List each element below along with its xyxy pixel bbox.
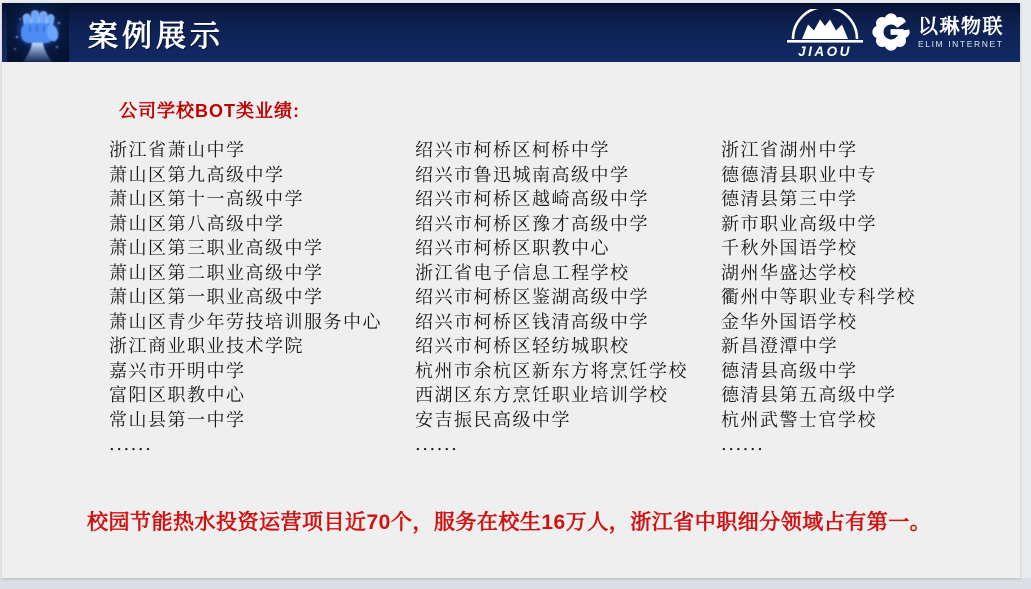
elim-logo	[871, 12, 1004, 52]
page-title: 案例展示	[88, 19, 224, 53]
school-list-item: 萧山区第三职业高级中学	[109, 238, 324, 259]
slide	[2, 3, 1020, 578]
school-list-item: 绍兴市柯桥区鉴湖高级中学	[415, 287, 649, 308]
school-list-item: ......	[721, 434, 765, 455]
page-bottom-strip	[0, 578, 1031, 589]
school-list-item: ......	[415, 434, 459, 455]
school-list-item: 富阳区职教中心	[109, 385, 246, 406]
header-bar	[2, 3, 1020, 62]
school-list-item: 德清县第五高级中学	[721, 385, 897, 406]
jiaou-logo-text: JIAOU	[798, 44, 852, 59]
fist-icon	[7, 3, 69, 62]
school-list-item: 浙江商业职业技术学院	[109, 336, 304, 357]
school-list-item: 萧山区第八高级中学	[109, 213, 285, 235]
school-list-item: 湖州华盛达学校	[721, 262, 858, 284]
school-list-item: 绍兴市柯桥区职教中心	[415, 238, 610, 259]
school-list-item: 杭州武警士官学校	[721, 409, 877, 431]
school-list-item: 新昌澄潭中学	[721, 336, 838, 357]
school-list-item: 绍兴市柯桥区越崎高级中学	[415, 189, 649, 210]
school-list-item: 金华外国语学校	[721, 311, 858, 333]
school-list-item: 绍兴市柯桥区柯桥中学	[415, 140, 610, 161]
jiaou-crown-icon	[787, 9, 863, 45]
gear-g-icon	[871, 12, 911, 52]
school-list-item: 浙江省湖州中学	[721, 140, 858, 161]
school-list-item: 德清县高级中学	[721, 360, 858, 382]
school-list-item: 杭州市余杭区新东方将烹饪学校	[415, 360, 688, 382]
school-list-item: 萧山区第二职业高级中学	[109, 262, 324, 284]
school-list-item: 千秋外国语学校	[721, 238, 858, 259]
school-list-item: 萧山区青少年劳技培训服务中心	[109, 311, 382, 333]
school-list-item: 萧山区第一职业高级中学	[109, 287, 324, 308]
school-column-3	[721, 139, 916, 458]
section-title: 公司学校BOT类业绩:	[119, 101, 300, 121]
school-list-item: 绍兴市柯桥区钱清高级中学	[415, 311, 649, 333]
school-list-item: 德德清县职业中专	[721, 164, 877, 186]
school-list-item: 萧山区第九高级中学	[109, 164, 285, 186]
elim-logo-cn-text: 以琳物联	[918, 15, 1004, 38]
footer-note: 校园节能热水投资运营项目近70个，服务在校生16万人，浙江省中职细分领域占有第一。	[87, 511, 932, 534]
school-column-2	[415, 139, 688, 458]
school-list-item: 浙江省萧山中学	[109, 140, 246, 161]
school-list-item: 绍兴市柯桥区轻纺城职校	[415, 336, 630, 357]
elim-logo-en-text: ELIM INTERNET	[918, 38, 1004, 49]
school-list-item: 德清县第三中学	[721, 189, 858, 210]
school-list-item: 新市职业高级中学	[721, 213, 877, 235]
school-list-item: 安吉振民高级中学	[415, 409, 571, 431]
school-column-1	[109, 139, 382, 458]
school-list-item: ......	[109, 434, 153, 455]
jiaou-logo	[787, 9, 863, 59]
school-list-item: 嘉兴市开明中学	[109, 360, 246, 382]
school-list-item: 绍兴市柯桥区豫才高级中学	[415, 213, 649, 235]
school-list-item: 衢州中等职业专科学校	[721, 287, 916, 308]
school-list-item: 萧山区第十一高级中学	[109, 189, 304, 210]
school-list-item: 常山县第一中学	[109, 409, 246, 431]
school-list-item: 西湖区东方烹饪职业培训学校	[415, 385, 669, 406]
school-list-item: 绍兴市鲁迅城南高级中学	[415, 164, 630, 186]
school-list-item: 浙江省电子信息工程学校	[415, 262, 630, 284]
